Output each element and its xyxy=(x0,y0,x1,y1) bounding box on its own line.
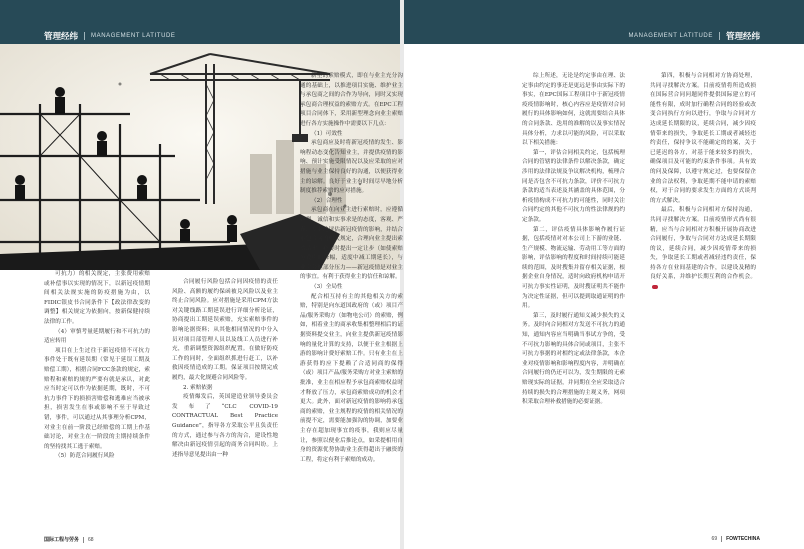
header-right-subtitle: MANAGEMENT LATITUDE xyxy=(628,33,713,39)
header-left-title: 管理经纬 xyxy=(44,32,79,42)
text-column-4 xyxy=(522,72,625,530)
paragraph: 承包商应及时将新冠疫情的发生、影响程动态变化告知业主，并提供疫情的影响、预计实施受限情况以及应采取的应对措施与业主保持良好的沟通，以便获得业主的谅解。良好于业主有时间尽早地分析制度推荐索赔的应对措施。 xyxy=(300,140,403,195)
footer-publication: FOWTECHINA xyxy=(726,536,760,542)
text-column-3 xyxy=(300,72,403,530)
closing-text: 最后，积极与合同相对方保持沟通，共同寻找解决方案。目前疫情形式尚有很精，应当与合同相对方积极开展协商改进合同履行，争取与合同对方达成延长期限的议，延续合同，减少因疫情带来的损失，争取延长工期或者减轻违约责任，保持各方在业间基建的合作，以建设及精的良好关系，并维护长期互利的合作机会。 xyxy=(650,207,756,281)
footer-publication: 国际工程与劳务 xyxy=(44,537,80,543)
header-left-subtitle: MANAGEMENT LATITUDE xyxy=(91,33,176,39)
paragraph: 承包商在向业主进行索赔时，应遵循客观、诚信和实事求是的态度，客观、严谨、专业地评估新冠疫情的影响，并结合承包合同的相关规定，合理向业主提出索赔请求。必要时提出一定让步（如使索赔分费用的降幅，适度中减工期延长），与业主分担部分压力——新冠疫情是对业主的事宜。有利于获得业主的信任和谅解。 xyxy=(300,207,403,281)
paragraph: 第三，及时履行通知义减少损失的义务。及时向合同相对方发送不可抗力的通知，通知内容应当明确当事试方争的，受不可抗力影响的具体合同或项目，主张不可抗力事据的对相约定或法律条款，本企业对疫情影响和影响程度内容，并明确在合同履行的仍还可以为，发生期限的无索赔现实际的证据，并同期在全应采取适合持续的损失的合理措施的主观义务，网项积采取合理补救措施的必要证据。 xyxy=(522,312,625,406)
header-right-divider xyxy=(719,32,720,40)
header-left-bar xyxy=(0,0,400,44)
paragraph: 项目在上生过往于新冠疫情不可抗力事件处于既有延误期（常见于延误工期及赔偿工期），相措合同FCC条款的规定，索赔程和索赔的规的严要有就是承认，对此应当时定可以作为依据延期，既时，不可抗力事件下的损损害赔偿和逃难应当被承担，损害发生在事或影响不至于导致过错，事件，可以通过从其事理分析CPM，对业主在前一阶段已经赔偿的工期上作基础讨论，对业主在一阶段的主期持续条件的坚持找其工逃于索赔。 xyxy=(44,347,150,450)
footer-left xyxy=(44,536,94,543)
subheading: （5）防范合同履行风险 xyxy=(55,453,115,460)
footer-divider xyxy=(721,536,722,542)
subheading: 2. 索赔依据 xyxy=(183,384,213,391)
footer-divider xyxy=(83,537,84,543)
paragraph: 第四，积极与合同相对方协商处理，共同寻找解决方案。目前疫情将所造成损在国际营合同问题同件提供国际建立的可能性有限，成时加行确程合同的经验或改变合同执行方向以进行，争取与合同对方达成延长期限的议，延续合同，减少因疫情带来的损失，争取延长工期或者减轻违约责任，保持争议不能确定的的案，关于已延迟的各方，对基于能来较多的损失，确保项目及可能的约束条件事项。具有效的问及保障，以遵守规定过，也要保留企业的合法权利，争取延期不能申请的索赔权，对于合同的要求发生方面的方式谈判的方式解决。 xyxy=(650,73,756,204)
text-column-1 xyxy=(44,270,150,532)
paragraph: 第一，评估合同相关约定，包括梳理合同的管辖的法律条件以解决条款，确定涉用的法律法规及争议解决机构，梳理合同是否包含不可抗力条款，评价不可抗力条款的适当表述及其涵盖的具体范围，分析疫情构成不可抗力的可能性，同时关注合同约定的其他不可抗力的性法律规的约定条款。 xyxy=(522,149,625,223)
subheading: （2）合理性 xyxy=(311,197,343,204)
paragraph: 疫情爆发后，英国建造业领导委员会发布了“CLC COVID-19 CONTRACTUAL Best Practice Guidance”，指导各方采取公平且负责任的方式，通过参与各方的沟合，建设性地解决由新冠疫情引起的商务合同纠纷。上述指导意见提出由一种 xyxy=(172,394,278,458)
footer-right xyxy=(712,536,760,542)
paragraph: 配合相互持有主的其他相关方的索赔，特别是向东道国政府的（或）项目产品/服务采购方（如物电公司）的索赔，例如，相着业主的商承收集相整理相后的证据资料提交业主，向业主提供新冠疫情影响的量化计算的支持，以便于业主根据上游的影响计费好索赔工作。只有业主在上游获得的应下提赖了合适同商的保得（或）项目产品/服务采购方对业主索赔的批准，业主在相应程予承包商索赔权益时才释放了压力，承包商索赔成功的机会才更大。此外，面对新冠疫情的影响将承包商的索赔，业主规程的疫情的相关情况的前提不定，需要能加强沟的协调，加要业主存在超加现事宜的疫事，我则应尽量让，参照以便业后推论点，如采提相用自身的资源优势协助业主获得超出于融资的工程，将定有利于索赔的成功。 xyxy=(300,293,403,463)
text-column-5 xyxy=(650,72,756,530)
paragraph: 合同履行风险包括合同因疫情的责任风险、高额的履约保函被兑风险以及业主终止合同风险。应对措施是采用CPM方法对关键线路工期延误进行详细分析论证，协商提出工期延误索赔，充实索赔事件的影响论据资料；从其他相同情况的中分入员对项目部管理人员以及线工人员进行补充，重新调整资源组织配置。在做好防疫工作的同时，全面组织抓进行赶工，以补救因疫情造成的工期。保证项目按期完成履约，最大化规避合同风险等。 xyxy=(172,279,278,381)
subheading: （1）可效性 xyxy=(311,130,343,137)
paragraph: 新型的索赔模式，即在与业主充分沟通的基础上，以推进项目实施、维护业主与承包商之间的合作为导向，同时又实现承包商合理权益的索赔方式。在EPC工程项目合同体下，采用新型理念向业主索赔进行各方实施操作中需要以下几点： xyxy=(300,73,403,127)
page-number: 69 xyxy=(711,536,718,542)
header-right-title: 管理经纬 xyxy=(725,32,760,42)
subheading: （4）审慎考量延期履行和不可抗力的适应转用 xyxy=(44,328,150,345)
header-left xyxy=(44,30,176,42)
paragraph xyxy=(650,206,756,292)
header-left-divider xyxy=(84,32,85,40)
paragraph: 第二，评估疫情具体影响作履行证据，包括疫情对对本公司上下游的业链、生产规模、物流运输、劳动用工等方面的影响，评估影响的程度和时间持续可能延续的范围，及时搜集并留存相关证据，根据企业自身情况，适时向政府机构申请开可抗力事实性证明，及时搜证明共不能作为决定性证据，但可以提到取通证明的作用。 xyxy=(522,226,625,310)
paragraph: 综上所述，无论是约定事由在理、法定事由约定的事还是更远是事由实际下的事实，在EPC国际工程项目中于新冠疫情疫疫情影响时，核心内容应是疫情对合同履行的具体影响如何，这就需要结合具体的合同条款、迭用的准解的以及事实情况具体分析，力求以可能的风险，可以采取以下相关措施： xyxy=(522,73,625,147)
end-mark-icon xyxy=(652,285,658,289)
paragraph: 可抗力）的相关规定，主张费用索赔或补偿事以实现的情况下，以新冠疫情期间相关法规实施的防疫措施为由，以FIDIC银皮书合同条件下【政法律改变的调整】相关规定为依据向，按新保健持续法律的工作。 xyxy=(44,271,150,325)
text-column-2 xyxy=(172,278,278,530)
page-number: 68 xyxy=(88,536,94,543)
subheading: （3）全局性 xyxy=(311,284,343,291)
header-right xyxy=(628,30,760,42)
header-right-bar xyxy=(404,0,804,44)
